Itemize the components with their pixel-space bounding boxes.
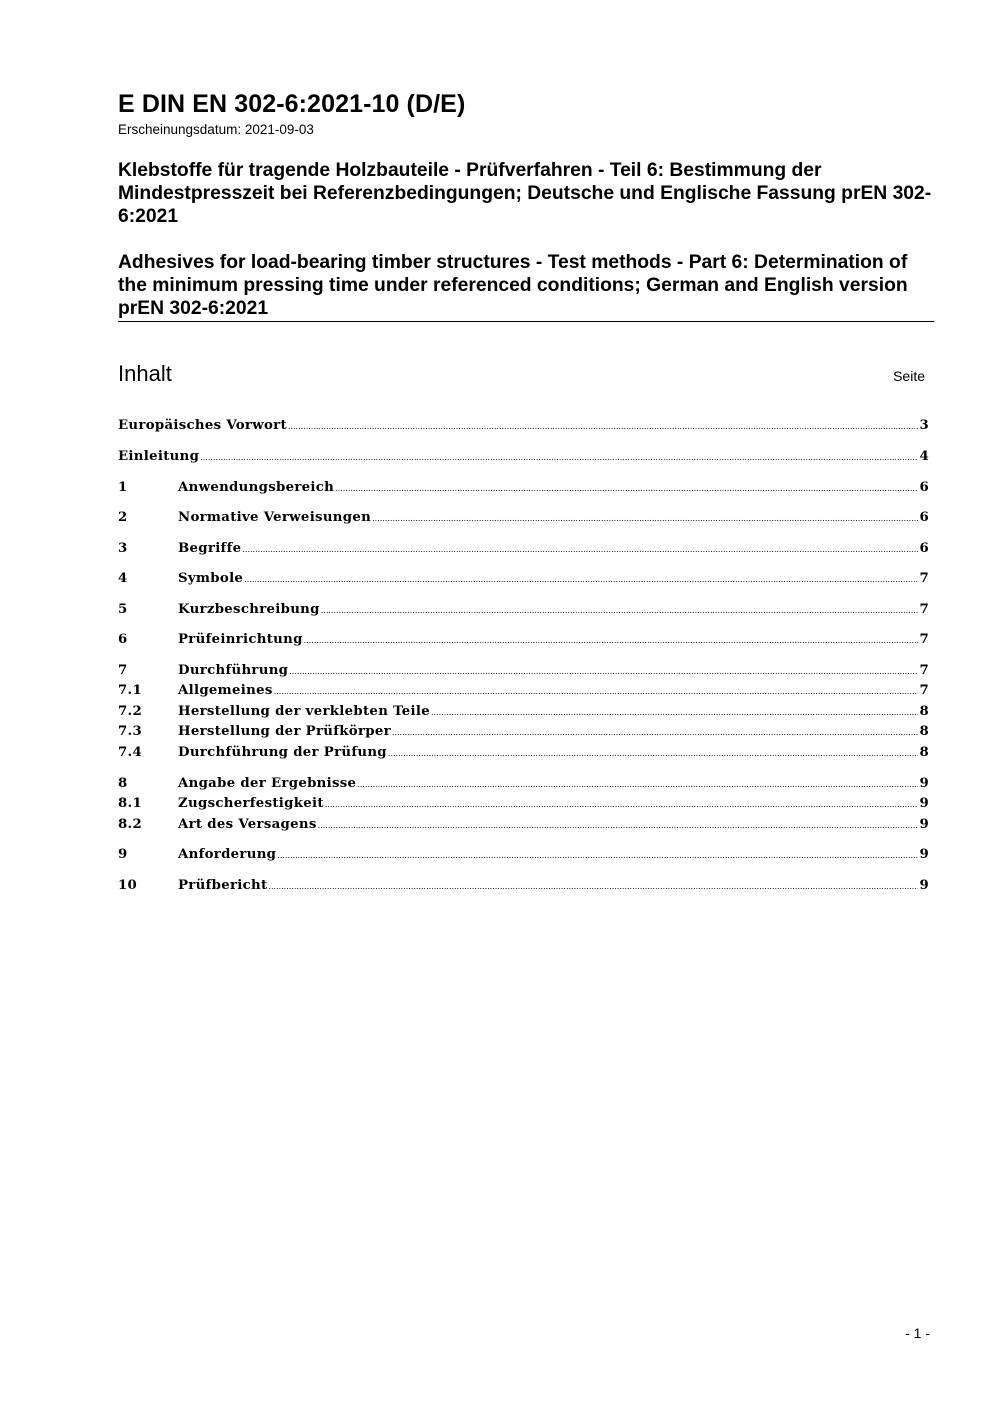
toc-entry-7[interactable] <box>118 663 929 683</box>
toc-entry-label: Art des Versagens <box>178 817 317 832</box>
toc-entry-foreword[interactable] <box>118 418 929 438</box>
toc-entry-number: 1 <box>118 480 128 495</box>
toc-entry-page: 6 <box>919 480 929 495</box>
toc-dot-leader <box>289 663 918 678</box>
toc-entry-label: Herstellung der Prüfkörper <box>178 724 391 739</box>
toc-entry-page: 8 <box>919 745 929 760</box>
toc-entry-label: Einleitung <box>118 449 200 464</box>
title-german: Klebstoffe für tragende Holzbauteile - Prüfverfahren - Teil 6: Bestimmung der Mindestpresszeit bei Referenzbedingungen; Deutsche und Englische Fassung prEN 302-6:2021 <box>118 160 932 227</box>
toc-entry-5[interactable] <box>118 602 929 622</box>
toc-entry-label: Kurzbeschreibung <box>178 602 320 617</box>
toc-entry-page: 9 <box>919 776 929 791</box>
toc-entry-page: 6 <box>919 510 929 525</box>
toc-entry-8-1[interactable] <box>118 796 929 816</box>
toc-entry-page: 4 <box>919 449 929 464</box>
toc-entry-page: 7 <box>919 632 929 647</box>
toc-entry-number: 5 <box>118 602 128 617</box>
toc-entry-8[interactable] <box>118 776 929 796</box>
toc-entry-page: 8 <box>919 724 929 739</box>
toc-entry-10[interactable] <box>118 878 929 898</box>
toc-entry-label: Symbole <box>178 571 244 586</box>
toc-entry-page: 7 <box>919 602 929 617</box>
toc-entry-2[interactable] <box>118 510 929 530</box>
toc-entry-8-2[interactable] <box>118 817 929 837</box>
title-english: Adhesives for load-bearing timber structures - Test methods - Part 6: Determination of the minimum pressing time under referenced conditions; German and English version prEN 302-6:2021 <box>118 252 908 319</box>
toc-entry-number: 7.3 <box>118 724 143 739</box>
toc-entry-page: 6 <box>919 541 929 556</box>
toc-entry-number: 2 <box>118 510 128 525</box>
toc-entry-label: Europäisches Vorwort <box>118 418 287 433</box>
toc-entry-label: Allgemeines <box>178 683 273 698</box>
toc-entry-label: Durchführung der Prüfung <box>178 745 387 760</box>
toc-entry-number: 7 <box>118 663 128 678</box>
toc-dot-leader <box>288 418 919 433</box>
toc-dot-leader <box>318 817 919 832</box>
toc-entry-number: 8.1 <box>118 796 143 811</box>
toc-dot-leader <box>388 745 919 760</box>
toc-dot-leader <box>372 510 918 525</box>
toc-entry-number: 10 <box>118 878 138 893</box>
toc-entry-label: Prüfeinrichtung <box>178 632 303 647</box>
toc-entry-number: 4 <box>118 571 128 586</box>
toc-entry-1[interactable] <box>118 480 929 500</box>
toc-entry-label: Normative Verweisungen <box>178 510 372 525</box>
toc-dot-leader <box>277 847 918 862</box>
toc-entry-label: Durchführung <box>178 663 289 678</box>
toc-dot-leader <box>304 632 919 647</box>
toc-dot-leader <box>357 776 918 791</box>
toc-dot-leader <box>200 449 918 464</box>
toc-entry-page: 9 <box>919 796 929 811</box>
toc-entry-7-4[interactable] <box>118 745 929 765</box>
toc-entry-label: Zugscherfestigkeit <box>178 796 324 811</box>
publication-date: Erscheinungsdatum: 2021-09-03 <box>118 122 314 137</box>
toc-entry-7-3[interactable] <box>118 724 929 744</box>
toc-entry-page: 3 <box>919 418 929 433</box>
toc-dot-leader <box>242 541 918 556</box>
toc-page-label: Seite <box>893 368 925 384</box>
toc-entry-6[interactable] <box>118 632 929 652</box>
toc-entry-number: 7.2 <box>118 704 143 719</box>
page-number: - 1 - <box>905 1325 930 1341</box>
toc-entry-number: 3 <box>118 541 128 556</box>
toc-entry-page: 7 <box>919 663 929 678</box>
toc-dot-leader <box>325 796 919 811</box>
toc-dot-leader <box>321 602 919 617</box>
toc-entry-introduction[interactable] <box>118 449 929 469</box>
toc-entry-page: 8 <box>919 704 929 719</box>
toc-entry-7-1[interactable] <box>118 683 929 703</box>
title-divider <box>118 321 934 322</box>
toc-entry-label: Herstellung der verklebten Teile <box>178 704 430 719</box>
toc-entry-label: Anwendungsbereich <box>178 480 335 495</box>
toc-entry-number: 9 <box>118 847 128 862</box>
toc-entry-4[interactable] <box>118 571 929 591</box>
toc-entry-number: 7.4 <box>118 745 143 760</box>
toc-entry-label: Anforderung <box>178 847 277 862</box>
toc-dot-leader <box>392 724 919 739</box>
toc-entry-number: 8 <box>118 776 128 791</box>
toc-dot-leader <box>335 480 918 495</box>
toc-entry-label: Begriffe <box>178 541 242 556</box>
toc-dot-leader <box>268 878 918 893</box>
toc-entry-number: 6 <box>118 632 128 647</box>
document-id: E DIN EN 302-6:2021-10 (D/E) <box>118 90 466 118</box>
toc-entry-page: 7 <box>919 571 929 586</box>
toc-entry-page: 9 <box>919 847 929 862</box>
toc-dot-leader <box>244 571 918 586</box>
toc-entry-label: Prüfbericht <box>178 878 268 893</box>
toc-heading: Inhalt <box>118 361 172 386</box>
toc-entry-number: 7.1 <box>118 683 143 698</box>
toc-entry-9[interactable] <box>118 847 929 867</box>
toc-entry-number: 8.2 <box>118 817 143 832</box>
toc-dot-leader <box>431 704 918 719</box>
toc-entry-page: 7 <box>919 683 929 698</box>
toc-entry-page: 9 <box>919 817 929 832</box>
toc-dot-leader <box>274 683 919 698</box>
toc-entry-label: Angabe der Ergebnisse <box>178 776 357 791</box>
toc-entry-7-2[interactable] <box>118 704 929 724</box>
toc-entry-page: 9 <box>919 878 929 893</box>
toc-entry-3[interactable] <box>118 541 929 561</box>
